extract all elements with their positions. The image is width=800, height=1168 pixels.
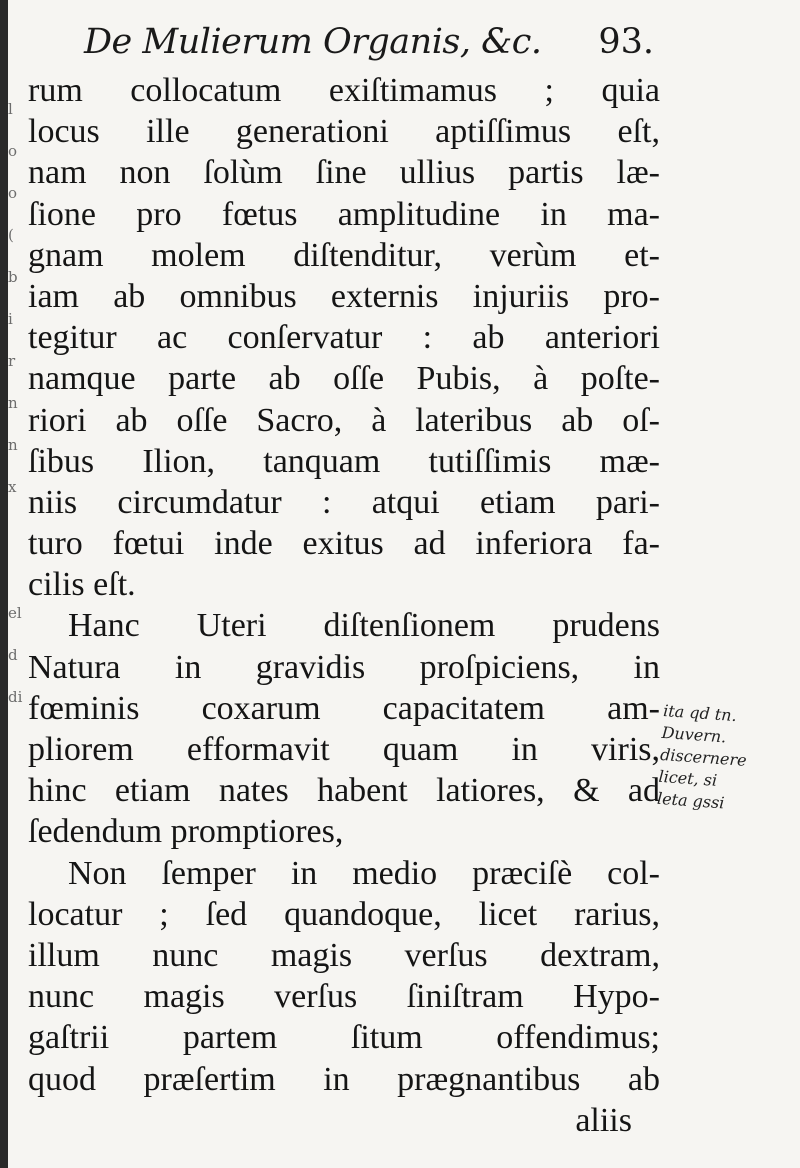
edge-letter: i	[8, 310, 13, 328]
edge-letter: n	[8, 394, 18, 412]
running-head	[84, 22, 654, 66]
text-line: tegitur ac conſervatur : ab anteriori	[28, 319, 660, 357]
edge-letter: o	[8, 142, 18, 160]
edge-letter: di	[8, 688, 23, 706]
edge-letter: b	[8, 268, 18, 286]
edge-letter: x	[8, 478, 17, 496]
edge-letter	[8, 508, 22, 550]
text-line: locus ille generationi aptiſſimus eſt,	[28, 113, 660, 151]
marginal-note-line: Duvern.	[661, 722, 727, 747]
text-line: riori ab oſſe Sacro, à lateribus ab oſ-	[28, 401, 660, 439]
marginal-note-line: discernere	[659, 744, 748, 770]
body-text	[28, 70, 660, 1141]
edge-letter: (	[8, 226, 14, 244]
edge-letter: d	[8, 646, 18, 664]
text-line: gaſtrii partem ſitum offendimus;	[28, 1019, 660, 1057]
marginal-note-line: leta gssi	[656, 788, 726, 813]
text-line: namque parte ab oſſe Pubis, à poſte-	[28, 360, 660, 398]
text-line: iam ab omnibus externis injuriis pro-	[28, 277, 660, 315]
text-line: cilis eſt.	[28, 566, 136, 604]
text-line: nam non ſolùm ſine ullius partis læ-	[28, 154, 660, 192]
text-line: locatur ; ſed quandoque, licet rarius,	[28, 895, 660, 933]
text-line: gnam molem diſtenditur, verùm et-	[28, 236, 660, 274]
page-gutter	[0, 0, 8, 1168]
edge-letter: n	[8, 436, 18, 454]
edge-letter	[8, 550, 22, 592]
running-head-title: De Mulierum Organis, &c.	[84, 22, 542, 62]
text-line: fœminis coxarum capacitatem am-	[28, 689, 660, 727]
text-line: illum nunc magis verſus dextram,	[28, 936, 660, 974]
text-line: nunc magis verſus ſiniſtram Hypo-	[28, 978, 660, 1016]
edge-letter: o	[8, 184, 18, 202]
text-line: pliorem efformavit quam in viris,	[28, 731, 660, 768]
text-line: ſibus Ilion, tanquam tutiſſimis mæ-	[28, 442, 660, 480]
marginal-note-line: ita qd tn.	[662, 700, 738, 726]
text-line: turo fœtui inde exitus ad inferiora fa-	[28, 525, 660, 563]
edge-letter: l	[8, 100, 13, 118]
page-number: 93.	[598, 22, 654, 62]
handwritten-marginal-note	[654, 700, 799, 849]
edge-letter: r	[8, 352, 16, 370]
text-line: hinc etiam nates habent latiores, & ad	[28, 772, 660, 810]
text-line: ſedendum promptiores,	[28, 813, 344, 851]
facing-page-edge-letters	[8, 88, 22, 718]
catchword: aliis	[575, 1101, 632, 1139]
marginal-note-line: licet, si	[658, 766, 718, 790]
paragraph-start-line: Non ſemper in medio præciſè col-	[68, 854, 660, 892]
paragraph-start-line: Hanc Uteri diſtenſionem prudens	[68, 607, 660, 645]
text-line: ſione pro fœtus amplitudine in ma-	[28, 195, 660, 233]
edge-letter: el	[8, 604, 22, 622]
text-line: niis circumdatur : atqui etiam pari-	[28, 483, 660, 521]
text-line: quod præſertim in prægnantibus ab	[28, 1060, 660, 1098]
text-line: Natura in gravidis proſpiciens, in	[28, 648, 660, 686]
text-line: rum collocatum exiſtimamus ; quia	[28, 72, 660, 109]
